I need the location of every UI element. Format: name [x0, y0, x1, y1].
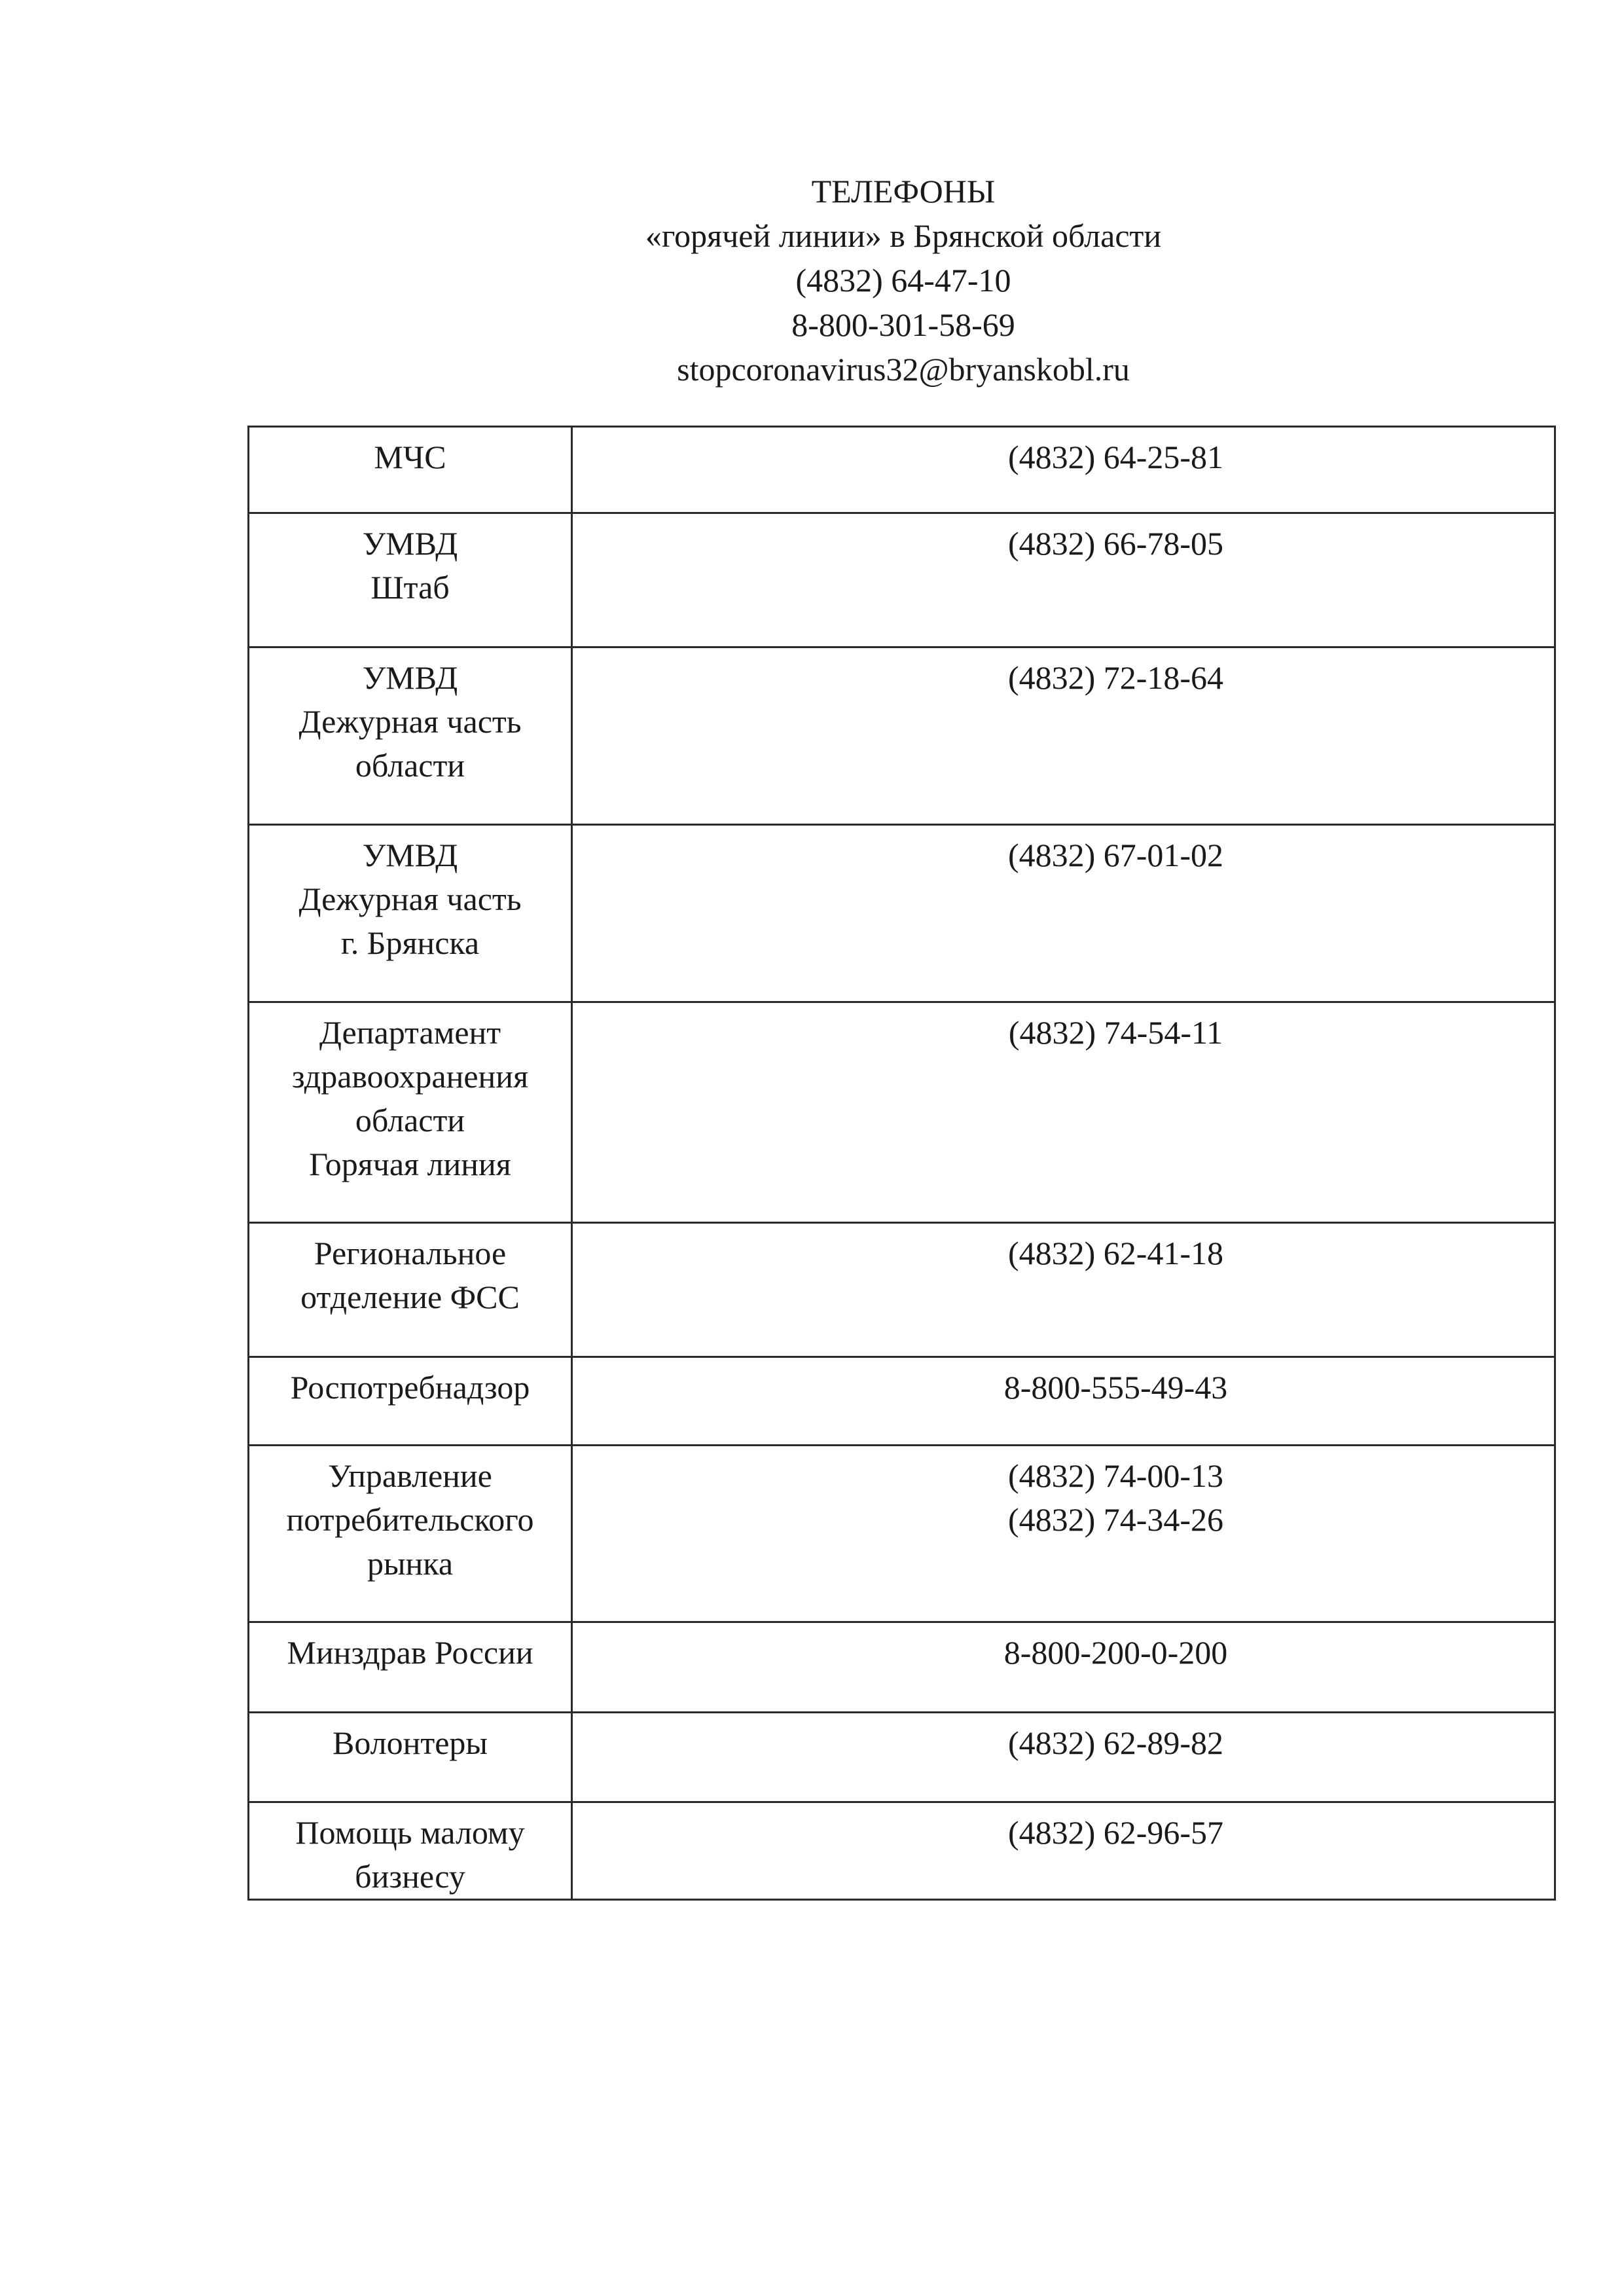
- document-header: [576, 169, 1231, 392]
- phone-number: (4832) 74-34-26: [1007, 1501, 1224, 1538]
- table-row: [249, 825, 1555, 1002]
- organization-cell: [249, 1357, 572, 1446]
- phone-number: (4832) 64-25-81: [1007, 439, 1224, 475]
- organization-cell: [249, 1802, 572, 1900]
- organization-name: Горячая линия: [309, 1146, 511, 1182]
- organization-name: УМВД: [362, 659, 458, 696]
- phone-cell: [572, 1002, 1555, 1223]
- phone-number: (4832) 74-54-11: [1008, 1014, 1223, 1051]
- organization-name: УМВД: [362, 837, 458, 873]
- organization-name: области: [355, 747, 465, 784]
- table-row: [249, 1802, 1555, 1900]
- organization-cell: [249, 427, 572, 513]
- phone-cell: [572, 1357, 1555, 1446]
- phone-number: (4832) 62-41-18: [1007, 1235, 1224, 1271]
- organization-cell: [249, 1223, 572, 1357]
- phone-cell: [572, 427, 1555, 513]
- organization-cell: [249, 513, 572, 647]
- organization-name: отделение ФСС: [300, 1279, 520, 1315]
- phone-cell: [572, 1622, 1555, 1713]
- phone-cell: [572, 647, 1555, 825]
- phone-cell: [572, 1446, 1555, 1622]
- phone-cell: [572, 825, 1555, 1002]
- organization-name: Региональное: [314, 1235, 507, 1271]
- document-subtitle: «горячей линии» в Брянской области: [645, 217, 1162, 254]
- phone-cell: [572, 1802, 1555, 1900]
- phone-cell: [572, 513, 1555, 647]
- organization-name: Управление: [328, 1457, 492, 1494]
- table-row: [249, 1446, 1555, 1622]
- phone-number: (4832) 62-96-57: [1007, 1814, 1224, 1851]
- table-row: [249, 427, 1555, 513]
- organization-cell: [249, 1622, 572, 1713]
- organization-name: МЧС: [374, 439, 446, 475]
- table-row: [249, 1002, 1555, 1223]
- contacts-table: [247, 426, 1556, 1901]
- organization-cell: [249, 647, 572, 825]
- table-row: [249, 1223, 1555, 1357]
- organization-name: г. Брянска: [340, 924, 480, 961]
- organization-name: Волонтеры: [332, 1724, 488, 1761]
- organization-cell: [249, 1713, 572, 1802]
- organization-cell: [249, 825, 572, 1002]
- organization-name: Дежурная часть: [298, 881, 522, 917]
- organization-name: Штаб: [370, 569, 450, 606]
- organization-name: здравоохранения: [291, 1058, 529, 1095]
- hotline-phone-free: 8-800-301-58-69: [791, 306, 1015, 343]
- organization-name: Минздрав России: [287, 1634, 533, 1671]
- organization-name: Дежурная часть: [298, 703, 522, 740]
- phone-number: 8-800-200-0-200: [1003, 1634, 1228, 1671]
- organization-cell: [249, 1446, 572, 1622]
- phone-number: (4832) 67-01-02: [1007, 837, 1224, 873]
- table-row: [249, 513, 1555, 647]
- hotline-email: stopcoronavirus32@bryanskobl.ru: [677, 351, 1130, 388]
- phone-number: (4832) 74-00-13: [1007, 1457, 1224, 1494]
- organization-name: Департамент: [319, 1014, 501, 1051]
- table-row: [249, 647, 1555, 825]
- phone-number: (4832) 62-89-82: [1007, 1724, 1224, 1761]
- organization-name: Помощь малому: [295, 1814, 525, 1851]
- hotline-phone: (4832) 64-47-10: [795, 262, 1011, 299]
- organization-name: бизнесу: [355, 1858, 465, 1895]
- phone-number: (4832) 72-18-64: [1007, 659, 1224, 696]
- organization-cell: [249, 1002, 572, 1223]
- organization-name: Роспотребнадзор: [290, 1369, 530, 1406]
- table-row: [249, 1713, 1555, 1802]
- organization-name: рынка: [367, 1545, 454, 1582]
- table-row: [249, 1622, 1555, 1713]
- phone-cell: [572, 1713, 1555, 1802]
- phone-number: (4832) 66-78-05: [1007, 525, 1224, 562]
- table-row: [249, 1357, 1555, 1446]
- organization-name: потребительского: [286, 1501, 534, 1538]
- document-title: ТЕЛЕФОНЫ: [811, 173, 996, 210]
- organization-name: области: [355, 1102, 465, 1139]
- organization-name: УМВД: [362, 525, 458, 562]
- phone-number: 8-800-555-49-43: [1003, 1369, 1228, 1406]
- phone-cell: [572, 1223, 1555, 1357]
